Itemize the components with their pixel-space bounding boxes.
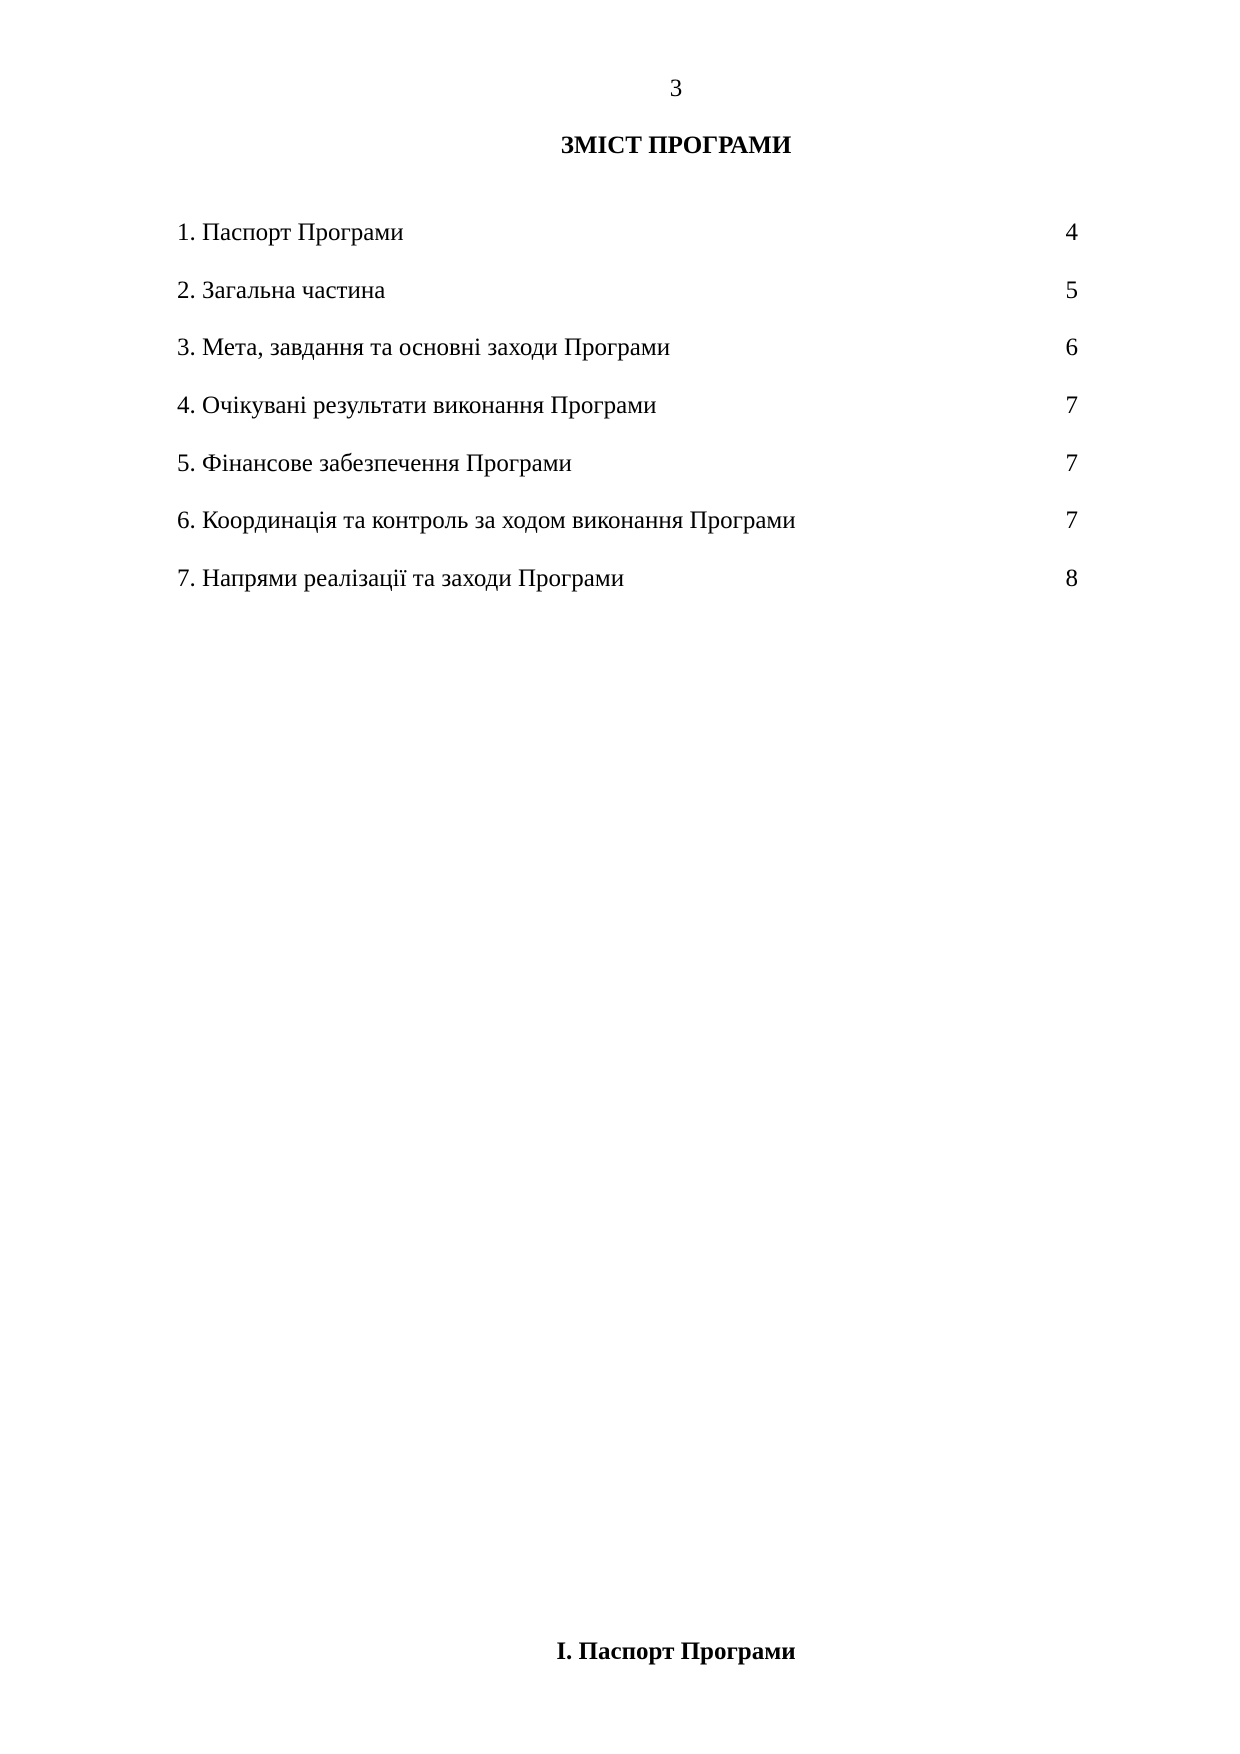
toc-title: ЗМІСТ ПРОГРАМИ: [560, 132, 792, 159]
toc-item-page: 4: [1065, 219, 1078, 246]
toc-item-label: 3. Мета, завдання та основні заходи Програми: [177, 334, 671, 362]
toc-item-financing: [177, 449, 1078, 507]
toc-item-results: [177, 391, 1078, 449]
toc-item-general: [177, 276, 1078, 334]
toc-item-goals: [177, 333, 1078, 391]
table-of-contents: [177, 218, 1078, 622]
toc-item-label: 6. Координація та контроль за ходом виконання Програми: [177, 507, 796, 535]
toc-item-page: 7: [1065, 507, 1078, 535]
toc-item-label: 1. Паспорт Програми: [177, 219, 404, 246]
toc-item-directions: [177, 564, 1078, 622]
toc-item-label: 7. Напрями реалізації та заходи Програми: [177, 565, 625, 593]
toc-item-page: 7: [1065, 392, 1078, 420]
toc-item-coordination: [177, 506, 1078, 564]
toc-item-page: 7: [1065, 449, 1078, 477]
toc-item-label: 4. Очікувані результати виконання Програми: [177, 392, 657, 420]
toc-item-page: 8: [1065, 565, 1078, 593]
toc-item-page: 5: [1065, 276, 1078, 304]
section-heading: І. Паспорт Програми: [556, 1638, 796, 1665]
page-number: 3: [669, 75, 683, 102]
toc-item-page: 6: [1065, 334, 1078, 362]
toc-item-label: 5. Фінансове забезпечення Програми: [177, 449, 572, 477]
toc-item-passport: [177, 218, 1078, 276]
toc-item-label: 2. Загальна частина: [177, 276, 386, 304]
